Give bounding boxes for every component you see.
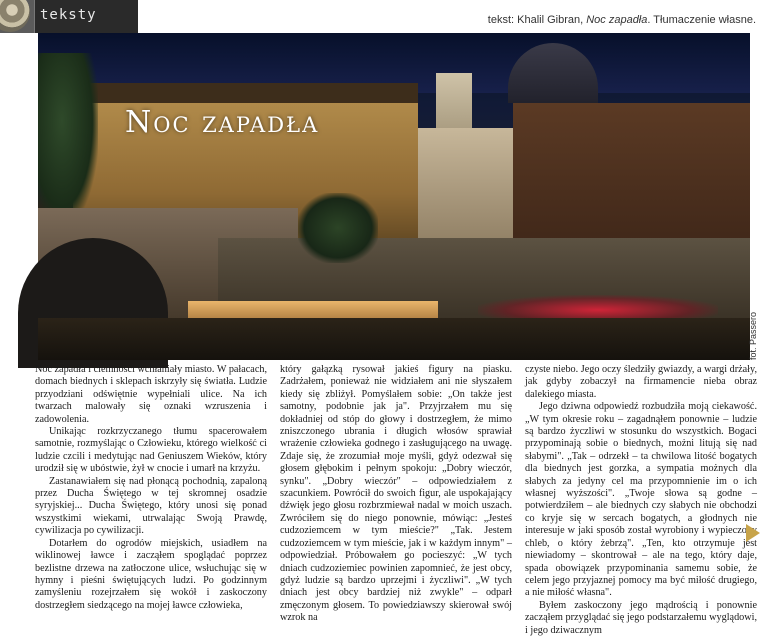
paragraph: Unikając rozkrzyczanego tłumu spacerowałem samotnie, rozmyślając o Człowieku, którego wielkość ci ludzie czcili i medytując nad Geniuszem Wieków, który urodził się w ubóstwie, żył w cnocie i umarł na krzyżu.	[35, 426, 267, 475]
night-city-photo	[38, 33, 750, 360]
paragraph: Dotarłem do ogrodów miejskich, usiadłem na wiklinowej ławce i zacząłem spoglądać poprzez bezlistne drzewa na zatłoczone ulice, wsłuchując się w hymny i pieśni świętujących ludzi. Po godzinnym zamyśleniu rozejrzałem się wokół i zaskoczony dostrzegłem siedzącego na mojej ławce człowieka,	[35, 537, 267, 611]
section-label: teksty	[40, 7, 97, 23]
paragraph: czyste niebo. Jego oczy śledziły gwiazdy, a wargi drżały, jak gdyby zobaczył na firmamencie nieba obraz dalekiego miasta.	[525, 364, 757, 400]
text-column-3	[525, 364, 757, 636]
paragraph: który gałązką rysował jakieś figury na piasku. Zadrżałem, ponieważ nie widziałem ani nie słyszałem kiedy się zbliżył. Pomyślałem sobie: „On także jest samotny, podobnie jak ja". Przyjrzałem mu się dokładniej od stóp do głowy i dostrzegłem, że mimo zniszczonego ubrania i długich włosów sprawiał wrażenie człowieka godnego i zasługującego na uwagę. Zdaje się, że zrozumiał moje myśli, gdyż odezwał się głosem głębokim i pełnym spokoju: „Dobry wieczór, synku". „Dobry wieczór" – odpowiedziałem z szacunkiem. Powrócił do swoich figur, ale uspokajający dźwięk jego głosu rozbrzmiewał nadal w moich uszach. Zwróciłem się do niego ponownie, mówiąc: „Jesteś cudzoziemcem w tym mieście?" „Tak. Jestem cudzoziemcem w tym mieście, jak i w każdym innym" – odpowiedział. Próbowałem go pocieszyć: „W tych dniach cudzoziemiec powinien zapomnieć, że jest obcy, gdyż ludzie są bardzo uprzejmi i życzliwi". „W tych dniach jest obcy bardziej niż zwykle" – odparł zmęczonym głosem. To powiedziawszy skierował swój wzrok na	[280, 364, 512, 624]
text-column-2	[280, 364, 512, 624]
header-band	[0, 0, 138, 33]
paragraph: Byłem zaskoczony jego mądrością i ponownie zacząłem przyglądać się jego podstarzałemu wyglądowi, i jego dziwacznym	[525, 599, 757, 636]
credit-suffix: . Tłumaczenie własne.	[647, 14, 756, 26]
author-credit	[488, 14, 756, 26]
credit-prefix: tekst: Khalil Gibran,	[487, 14, 587, 26]
paragraph: Zastanawiałem się nad płonącą pochodnią, zapaloną przez Ducha Świętego w tej skromnej osadzie syryjskiej... Ducha Świętego, który unosi się ponad wszystkimi wiekami, utrwalając Swoją Prawdę, cywilizacja po cywilizacji.	[35, 475, 267, 537]
paragraph: Noc zapadła i ciemności wchłaniały miasto. W pałacach, domach biednych i sklepach iskrzyły się światła. Ludzie przyodziani odświętnie wypełniali ulice. Na ich twarzach malowały się oznaki wzruszenia i zadowolenia.	[35, 364, 267, 425]
credit-work: Noc zapadła	[586, 14, 648, 26]
photo-credit: fot. Passero	[748, 311, 758, 360]
logo-icon	[0, 0, 35, 33]
text-column-1	[35, 364, 267, 611]
article-body	[35, 364, 757, 636]
next-page-arrow-icon[interactable]	[746, 524, 760, 542]
paragraph: Jego dziwna odpowiedź rozbudziła moją ciekawość. „W tym okresie roku – zagadnąłem ponownie – ludzie są bardzo życzliwi w stosunku do wszystkich. Bogaci przypominają sobie o biednych, możni litują się nad słabymi". „Tak – odrzekł – ta chwilowa litość bogatych dla biednych jest gorzka, a sympatia możnych dla słabych za jedyny cel ma przypomnienie im o ich własnej wyższości". „Twoje słowa są godne – potwierdziłem – ale biednych czy słabych nie obchodzi co kryje się w sercach bogatych, a głodnych nie interesuje w jaki sposób został wyrobiony i wypieczony chleb, o który żebrzą". „Ten, kto otrzymuje jest niewiadomy – skontrował – ale na tego, który daje, spada obowiązek przypominania samemu sobie, że celem jego przyjaznej pomocy ma być miłość drugiego, a nie miłość własna".	[525, 401, 757, 599]
article-title: Noc zapadła	[125, 105, 320, 140]
